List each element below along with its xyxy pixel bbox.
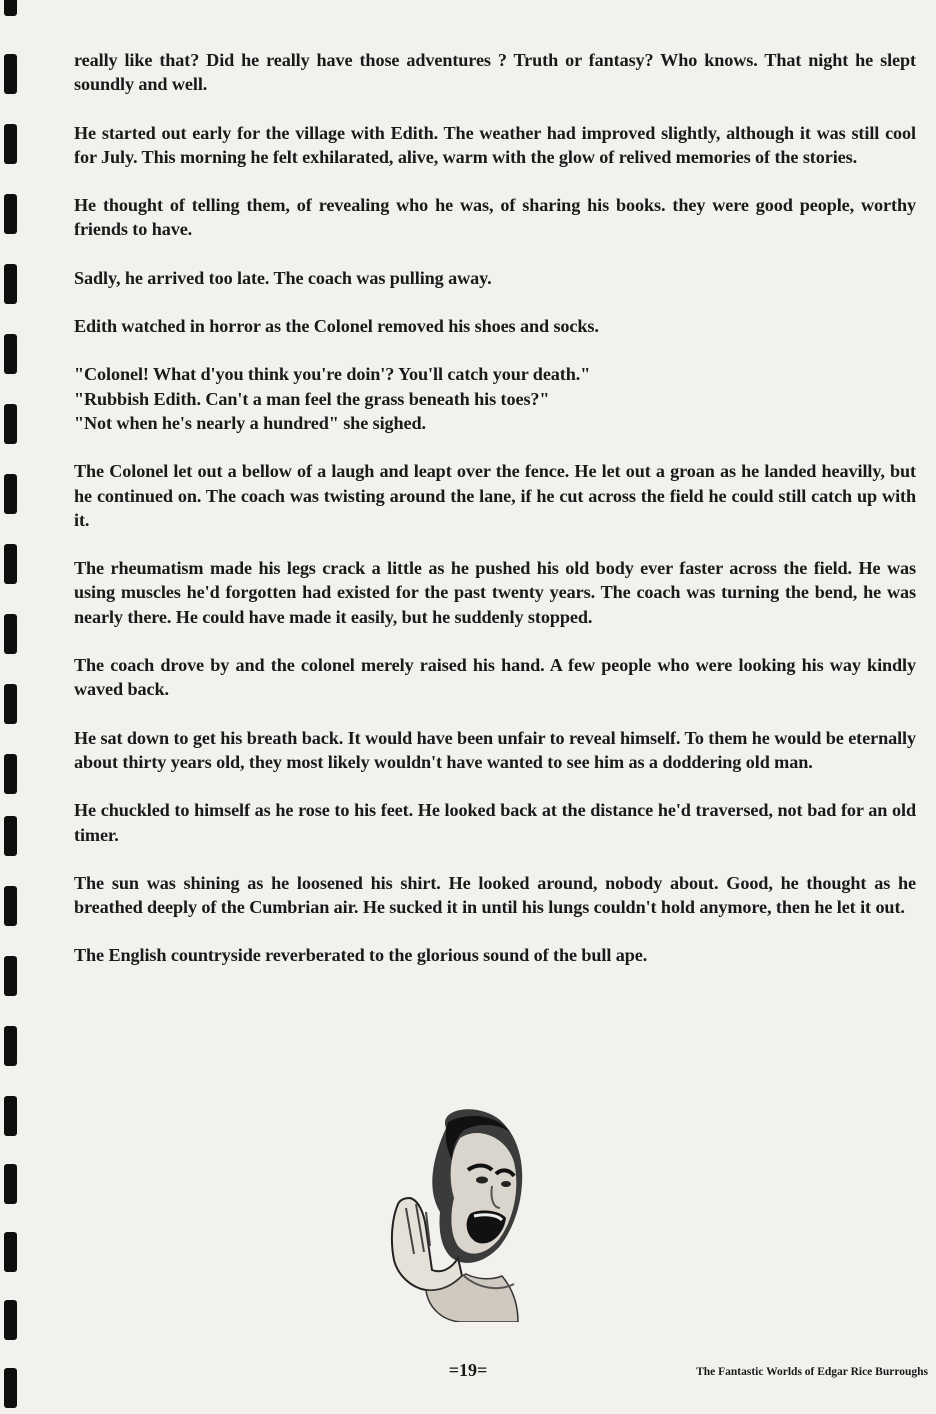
binding-hole — [4, 816, 17, 856]
paragraph: He chuckled to himself as he rose to his feet. He looked back at the distance he'd traversed, not bad for an old timer. — [74, 800, 916, 845]
binding-hole — [4, 754, 17, 794]
publication-title: The Fantastic Worlds of Edgar Rice Burroughs — [696, 1366, 928, 1378]
page-number: =19= — [448, 1360, 488, 1380]
shouting-man-illustration — [368, 1108, 536, 1322]
shouting-man-icon — [368, 1108, 536, 1322]
binding-hole — [4, 334, 17, 374]
paragraph: Sadly, he arrived too late. The coach was pulling away. — [74, 267, 492, 288]
dialogue-block — [74, 362, 916, 435]
binding-hole — [4, 474, 17, 514]
paragraph: The English countryside reverberated to the glorious sound of the bull ape. — [74, 945, 648, 966]
binding-hole — [4, 684, 17, 724]
binding-holes — [0, 0, 24, 1414]
binding-hole — [4, 1026, 17, 1066]
paragraph: He thought of telling them, of revealing who he was, of sharing his books. they were good people, worthy friends to have. — [74, 195, 916, 240]
paragraph: The coach drove by and the colonel merely raised his hand. A few people who were looking his way kindly waved back. — [74, 655, 916, 700]
dialogue-line: "Colonel! What d'you think you're doin'? You'll catch your death." — [74, 364, 591, 385]
binding-hole — [4, 886, 17, 926]
binding-hole — [4, 0, 17, 16]
binding-hole — [4, 124, 17, 164]
binding-hole — [4, 1232, 17, 1272]
paragraph: He sat down to get his breath back. It would have been unfair to reveal himself. To them he would be eternally about thirty years old, they most likely wouldn't have wanted to see him as a doddering old man. — [74, 727, 916, 772]
binding-hole — [4, 264, 17, 304]
binding-hole — [4, 1300, 17, 1340]
dialogue-line: "Not when he's nearly a hundred" she sighed. — [74, 412, 426, 433]
binding-hole — [4, 956, 17, 996]
paragraph: He started out early for the village with Edith. The weather had improved slightly, although it was still cool for July. This morning he felt exhilarated, alive, warm with the glow of relived memories of the stories. — [74, 122, 916, 167]
paragraph: The Colonel let out a bellow of a laugh and leapt over the fence. He let out a groan as he landed heavilly, but he continued on. The coach was twisting around the lane, if he cut across the field he could still catch up with it. — [74, 461, 916, 530]
binding-hole — [4, 614, 17, 654]
paragraph: really like that? Did he really have those adventures ? Truth or fantasy? Who knows. That night he slept soundly and well. — [74, 50, 916, 95]
paragraph: Edith watched in horror as the Colonel removed his shoes and socks. — [74, 316, 599, 337]
story-text — [74, 48, 916, 992]
paragraph: The rheumatism made his legs crack a little as he pushed his old body ever faster across the field. He was using muscles he'd forgotten had existed for the past twenty years. The coach was turning the bend, he was nearly there. He could have made it easily, but he suddenly stopped. — [74, 558, 916, 627]
paragraph: The sun was shining as he loosened his shirt. He looked around, nobody about. Good, he thought as he breathed deeply of the Cumbrian air. He sucked it in until his lungs couldn't hold anymore, then he let it out. — [74, 872, 916, 918]
binding-hole — [4, 404, 17, 444]
binding-hole — [4, 1096, 17, 1136]
binding-hole — [4, 194, 17, 234]
binding-hole — [4, 1164, 17, 1204]
binding-hole — [4, 544, 17, 584]
binding-hole — [4, 54, 17, 94]
dialogue-line: "Rubbish Edith. Can't a man feel the grass beneath his toes?" — [74, 388, 550, 409]
